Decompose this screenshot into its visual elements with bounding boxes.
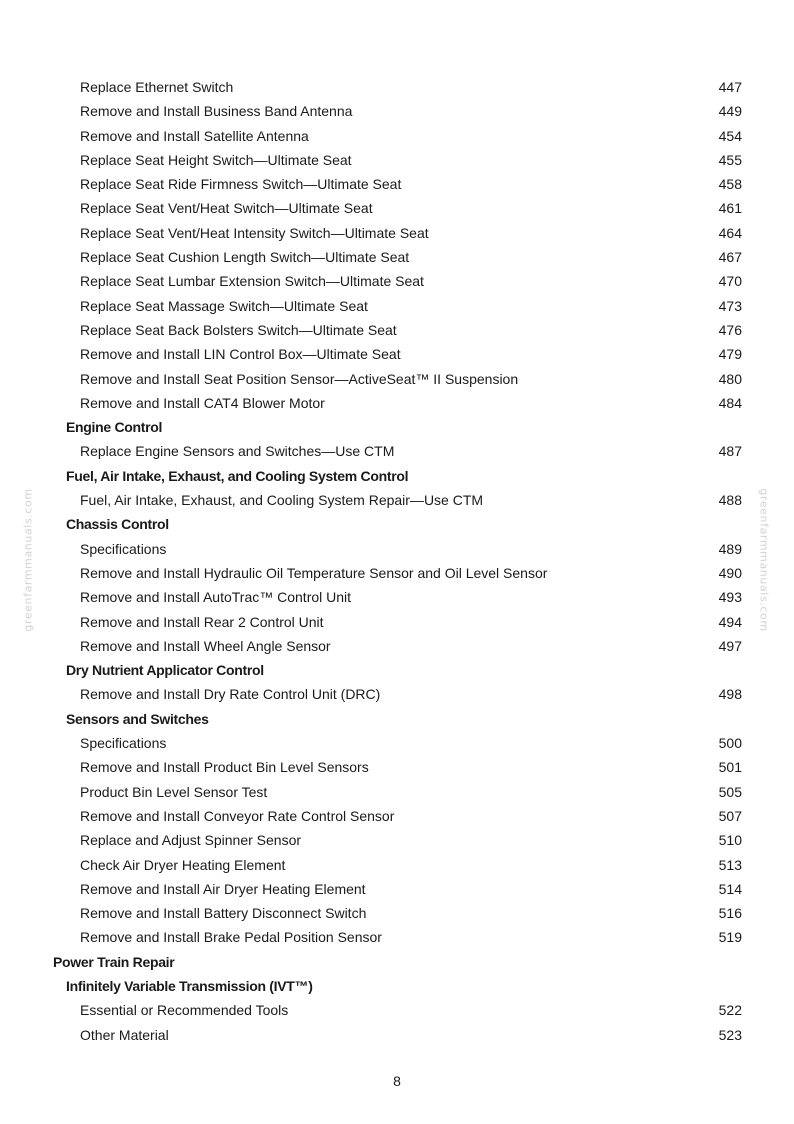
toc-entry-title: Fuel, Air Intake, Exhaust, and Cooling System Control [66, 467, 409, 484]
toc-entry-page: 507 [718, 807, 742, 824]
toc-entry-title: Remove and Install Business Band Antenna [80, 103, 353, 120]
table-of-contents [0, 75, 794, 1047]
toc-entry [0, 391, 794, 415]
toc-entry-title: Replace Ethernet Switch [80, 79, 234, 95]
toc-entry [0, 148, 794, 172]
toc-entry [0, 75, 794, 99]
toc-entry-title: Remove and Install Satellite Antenna [80, 127, 309, 144]
toc-entry-page: 522 [718, 1002, 742, 1019]
toc-entry [0, 780, 794, 804]
toc-entry-page: 497 [718, 637, 742, 654]
toc-entry [0, 585, 794, 609]
toc-entry-title: Power Train Repair [53, 953, 175, 970]
toc-entry [0, 318, 794, 342]
toc-entry-title: Remove and Install Seat Position Sensor—ActiveSeat™ II Suspension [80, 370, 519, 387]
toc-entry-title: Fuel, Air Intake, Exhaust, and Cooling System Repair—Use CTM [80, 492, 484, 509]
toc-entry-page: 494 [718, 613, 742, 630]
toc-entry [0, 731, 794, 755]
toc-entry [0, 99, 794, 123]
toc-entry-title: Remove and Install AutoTrac™ Control Unit [80, 589, 352, 606]
toc-entry [0, 1023, 794, 1047]
toc-entry-page: 458 [718, 176, 742, 193]
toc-entry-title: Replace Seat Ride Firmness Switch—Ultimate Seat [80, 176, 402, 193]
toc-section-heading [0, 415, 794, 439]
toc-section-heading [0, 974, 794, 998]
toc-entry-title: Replace Engine Sensors and Switches—Use CTM [80, 443, 395, 460]
toc-entry-title: Other Material [80, 1026, 169, 1043]
toc-entry [0, 269, 794, 293]
toc-entry-page: 501 [718, 759, 742, 776]
toc-entry-page: 484 [718, 394, 742, 411]
toc-entry [0, 998, 794, 1022]
toc-entry-page: 464 [718, 224, 742, 241]
toc-section-heading [0, 707, 794, 731]
toc-entry-page: 523 [718, 1026, 742, 1043]
toc-entry-page: 510 [718, 832, 742, 849]
toc-entry-page: 447 [718, 79, 742, 95]
toc-entry-page: 489 [718, 540, 742, 557]
toc-entry [0, 877, 794, 901]
toc-entry-page: 513 [718, 856, 742, 873]
toc-entry-page: 449 [718, 103, 742, 120]
toc-entry [0, 172, 794, 196]
toc-entry [0, 367, 794, 391]
toc-entry-title: Remove and Install Battery Disconnect Switch [80, 905, 367, 922]
toc-entry-title: Sensors and Switches [66, 710, 209, 727]
watermark-right: greenfarmmanuals.com [757, 488, 771, 632]
toc-entry-page: 455 [718, 151, 742, 168]
toc-entry [0, 925, 794, 949]
toc-entry [0, 755, 794, 779]
toc-entry-title: Replace Seat Height Switch—Ultimate Seat [80, 151, 352, 168]
toc-entry-title: Replace Seat Massage Switch—Ultimate Seat [80, 297, 368, 314]
toc-entry-page: 487 [718, 443, 742, 460]
toc-entry-title: Remove and Install LIN Control Box—Ultimate Seat [80, 346, 401, 363]
toc-entry [0, 634, 794, 658]
toc-entry-page: 476 [718, 321, 742, 338]
toc-entry [0, 245, 794, 269]
page-number: 8 [393, 1073, 401, 1089]
toc-entry-page: 498 [718, 686, 742, 703]
toc-entry-page: 480 [718, 370, 742, 387]
toc-entry-title: Engine Control [66, 419, 163, 436]
toc-entry-title: Remove and Install Hydraulic Oil Temperature Sensor and Oil Level Sensor [80, 564, 548, 581]
toc-entry-page: 479 [718, 346, 742, 363]
toc-entry-title: Remove and Install CAT4 Blower Motor [80, 394, 325, 411]
toc-entry-page: 516 [718, 905, 742, 922]
toc-entry-title: Remove and Install Rear 2 Control Unit [80, 613, 324, 630]
toc-entry [0, 828, 794, 852]
toc-entry-title: Replace Seat Back Bolsters Switch—Ultimate Seat [80, 321, 397, 338]
toc-entry-page: 488 [718, 492, 742, 509]
toc-entry [0, 488, 794, 512]
toc-entry-title: Replace Seat Lumbar Extension Switch—Ultimate Seat [80, 273, 424, 290]
toc-entry-title: Remove and Install Product Bin Level Sensors [80, 759, 369, 776]
toc-entry-title: Remove and Install Wheel Angle Sensor [80, 637, 331, 654]
toc-entry [0, 196, 794, 220]
toc-entry-title: Dry Nutrient Applicator Control [66, 662, 264, 679]
toc-entry [0, 610, 794, 634]
toc-entry [0, 342, 794, 366]
toc-entry-page: 519 [718, 929, 742, 946]
toc-entry [0, 901, 794, 925]
toc-entry-title: Replace Seat Vent/Heat Intensity Switch—Ultimate Seat [80, 224, 429, 241]
toc-entry [0, 804, 794, 828]
toc-entry-title: Infinitely Variable Transmission (IVT™) [66, 977, 313, 994]
toc-entry-title: Remove and Install Conveyor Rate Control Sensor [80, 807, 395, 824]
toc-section-heading [0, 658, 794, 682]
toc-entry [0, 561, 794, 585]
toc-entry-title: Product Bin Level Sensor Test [80, 783, 268, 800]
toc-entry [0, 221, 794, 245]
toc-section-heading [0, 512, 794, 536]
toc-entry-page: 473 [718, 297, 742, 314]
toc-entry-page: 500 [718, 735, 742, 752]
toc-entry [0, 537, 794, 561]
toc-entry-page: 505 [718, 783, 742, 800]
toc-entry-title: Remove and Install Dry Rate Control Unit (DRC) [80, 686, 381, 703]
toc-entry [0, 439, 794, 463]
toc-entry-title: Remove and Install Brake Pedal Position Sensor [80, 929, 382, 946]
toc-entry-title: Replace Seat Vent/Heat Switch—Ultimate Seat [80, 200, 373, 217]
toc-entry [0, 853, 794, 877]
toc-entry-page: 514 [718, 880, 742, 897]
toc-entry-title: Remove and Install Air Dryer Heating Element [80, 880, 366, 897]
toc-entry-title: Replace Seat Cushion Length Switch—Ultimate Seat [80, 249, 410, 266]
toc-entry-title: Check Air Dryer Heating Element [80, 856, 286, 873]
toc-entry [0, 294, 794, 318]
toc-section-heading [0, 950, 794, 974]
toc-entry-title: Essential or Recommended Tools [80, 1002, 289, 1019]
toc-entry-page: 467 [718, 249, 742, 266]
toc-entry-title: Specifications [80, 735, 167, 752]
toc-entry-page: 470 [718, 273, 742, 290]
toc-entry-title: Replace and Adjust Spinner Sensor [80, 832, 302, 849]
toc-entry-page: 490 [718, 564, 742, 581]
toc-entry-title: Specifications [80, 540, 167, 557]
toc-entry-page: 461 [718, 200, 742, 217]
toc-entry-title: Chassis Control [66, 516, 169, 533]
toc-entry [0, 682, 794, 706]
toc-entry [0, 124, 794, 148]
toc-entry-page: 454 [718, 127, 742, 144]
toc-section-heading [0, 464, 794, 488]
toc-entry-page: 493 [718, 589, 742, 606]
watermark-left: greenfarmmanuals.com [21, 488, 35, 632]
